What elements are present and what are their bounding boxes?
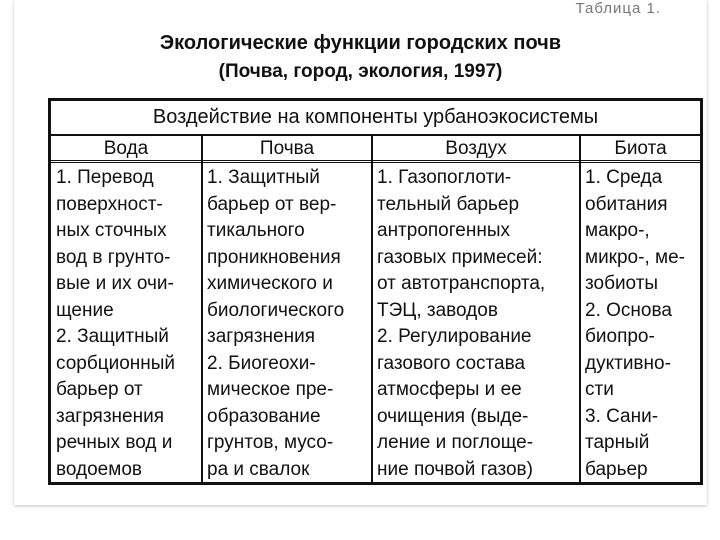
cell-text-line: 2. Регулирование bbox=[377, 326, 532, 347]
cell-text-line: мическое пре- bbox=[207, 379, 334, 400]
column-divider bbox=[579, 136, 581, 482]
page-title: Экологические функции городских почв bbox=[159, 32, 562, 54]
cell-text-line: барьер от bbox=[56, 379, 143, 400]
cell-text-line: речных вод и bbox=[56, 432, 173, 453]
cell-text-line: водоемов bbox=[56, 458, 142, 480]
page-subtitle: (Почва, город, экология, 1997) bbox=[218, 61, 503, 82]
column-cell-soil bbox=[207, 165, 369, 483]
header-separator bbox=[51, 160, 700, 163]
cell-text-line: обитания bbox=[585, 193, 668, 215]
cell-text-line: тикального bbox=[207, 220, 305, 241]
cell-text-line: 1. Среда bbox=[585, 167, 663, 188]
cell-text-line: зобиоты bbox=[585, 273, 659, 294]
cell-text-line: очищения (выде- bbox=[377, 405, 529, 427]
cell-text-line: загрязнения bbox=[207, 326, 316, 347]
cell-text-line: ТЭЦ, заводов bbox=[377, 299, 498, 321]
column-divider bbox=[201, 136, 203, 482]
cell-text-line: загрязнения bbox=[56, 405, 165, 427]
cell-text-line: проникновения bbox=[207, 246, 341, 268]
table-number-label: Таблица 1. bbox=[575, 0, 661, 17]
column-header-soil: Почва bbox=[259, 138, 315, 159]
cell-text-line: ление и поглоще- bbox=[377, 432, 534, 453]
cell-text-line: 1. Защитный bbox=[207, 167, 320, 188]
cell-text-line: вод в грунто- bbox=[56, 246, 171, 268]
functions-table bbox=[48, 98, 703, 485]
cell-text-line: ра и свалок bbox=[207, 458, 310, 480]
column-header-biota: Биота bbox=[614, 138, 667, 159]
column-divider bbox=[371, 136, 373, 482]
cell-text-line: 2. Основа bbox=[585, 299, 672, 321]
column-cell-air bbox=[377, 165, 577, 483]
cell-text-line: макро-, bbox=[585, 220, 650, 241]
cell-text-line: дуктивно- bbox=[585, 352, 671, 374]
cell-text-line: газовых примесей: bbox=[377, 246, 543, 268]
cell-text-line: грунтов, мусо- bbox=[207, 432, 334, 453]
column-cell-biota bbox=[585, 165, 700, 483]
cell-text-line: химического и bbox=[207, 273, 333, 294]
cell-text-line: 1. Перевод bbox=[56, 167, 154, 188]
column-cell-water bbox=[56, 165, 199, 483]
table-main-header: Воздействие на компоненты урбаноэкосистемы bbox=[51, 101, 700, 136]
cell-text-line: барьер bbox=[585, 458, 648, 480]
cell-text-line: тельный барьер bbox=[377, 193, 520, 215]
cell-text-line: биопро- bbox=[585, 326, 655, 347]
cell-text-line: 3. Сани- bbox=[585, 405, 659, 427]
cell-text-line: сорбционный bbox=[56, 352, 176, 374]
cell-text-line: 1. Газопоглоти- bbox=[377, 167, 512, 188]
cell-text-line: ных сточных bbox=[56, 220, 167, 241]
cell-text-line: вые и их очи- bbox=[56, 273, 174, 294]
cell-text-line: тарный bbox=[585, 432, 650, 453]
cell-text-line: 2. Защитный bbox=[56, 326, 169, 347]
cell-text-line: образование bbox=[207, 405, 321, 427]
cell-text-line: от автотранспорта, bbox=[377, 273, 546, 294]
cell-text-line: атмосферы и ее bbox=[377, 379, 522, 400]
cell-text-line: поверхност- bbox=[56, 193, 163, 215]
column-header-water: Вода bbox=[103, 138, 149, 159]
cell-text-line: щение bbox=[56, 299, 114, 321]
document-page bbox=[14, 0, 707, 505]
cell-text-line: барьер от вер- bbox=[207, 193, 337, 215]
cell-text-line: антропогенных bbox=[377, 220, 510, 241]
cell-text-line: сти bbox=[585, 379, 614, 400]
cell-text-line: газового состава bbox=[377, 352, 526, 374]
cell-text-line: ние почвой газов) bbox=[377, 458, 533, 480]
cell-text-line: 2. Биогеохи- bbox=[207, 352, 316, 374]
cell-text-line: микро-, ме- bbox=[585, 246, 685, 268]
column-header-air: Воздух bbox=[445, 138, 507, 159]
cell-text-line: биологического bbox=[207, 299, 345, 321]
